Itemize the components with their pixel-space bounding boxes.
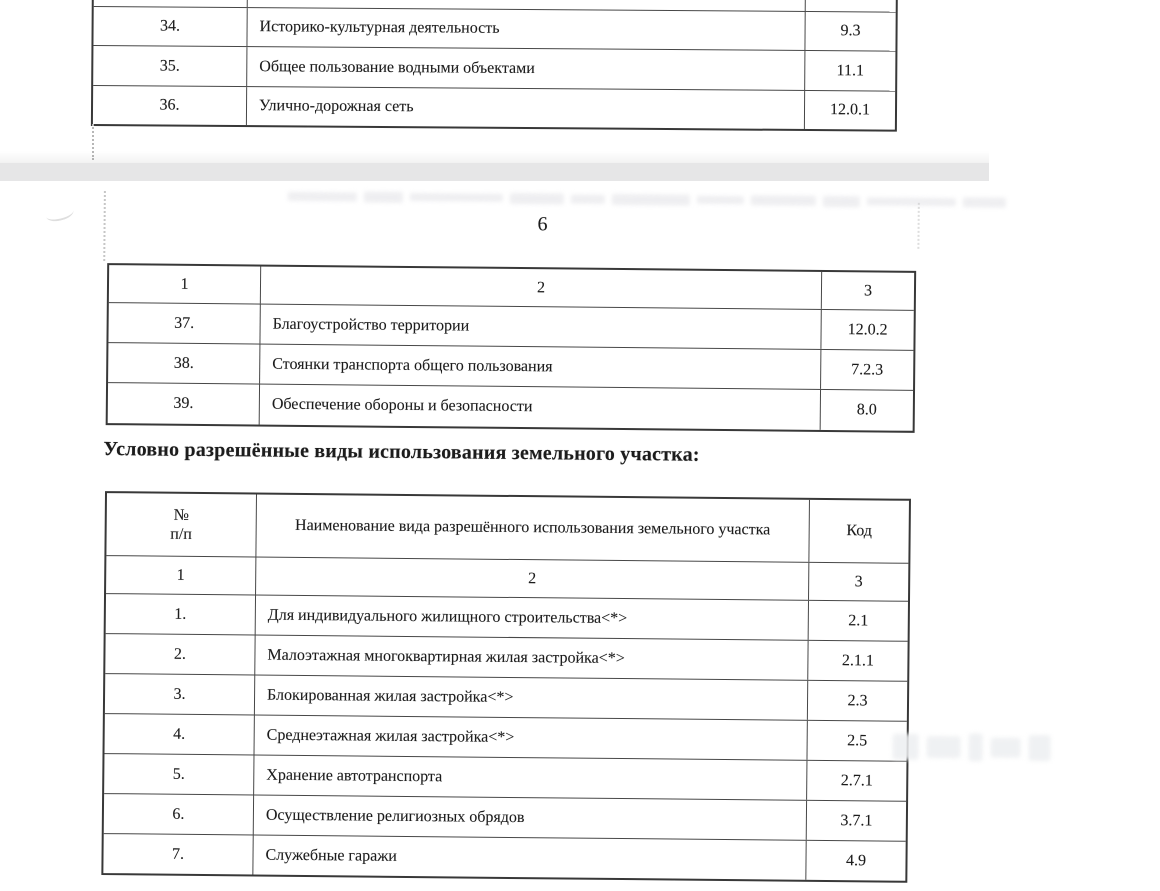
table-header-row	[106, 493, 909, 563]
table-row	[105, 633, 907, 681]
use-name-cell: Благоустройство территории	[260, 305, 821, 349]
scan-artifact-line	[103, 191, 106, 261]
header-num-line2: п/п	[170, 525, 192, 543]
code-cell: 8.0	[856, 401, 877, 419]
header-code-cell: Код	[846, 522, 873, 540]
code-cell: 2.3	[847, 692, 868, 710]
use-name-cell: Среднеэтажная жилая застройка<*>	[255, 716, 808, 760]
page-6-content	[0, 180, 1160, 891]
section-heading: Условно разрешённые виды использования земельного участка:	[103, 438, 700, 466]
scan-artifact-line	[917, 203, 919, 249]
table-row	[105, 673, 907, 721]
col-index-cell: 2	[256, 558, 809, 600]
row-number-cell: 38.	[108, 343, 260, 383]
code-cell: 12.0.2	[847, 321, 888, 339]
row-number-cell: 36.	[93, 86, 247, 125]
code-cell: 4.9	[845, 852, 867, 870]
page-6	[0, 181, 1160, 870]
page-separator	[0, 163, 989, 182]
code-cell: 12.0.1	[829, 101, 871, 119]
row-number-cell: 34.	[93, 7, 247, 46]
code-cell: 2.5	[847, 732, 868, 750]
table-row	[104, 793, 906, 841]
table-row	[93, 45, 895, 91]
table-row	[108, 342, 913, 390]
scan-artifact-mark	[44, 204, 74, 224]
header-num-line1: №	[173, 506, 190, 524]
table-row	[93, 85, 895, 130]
row-number-cell: 3.	[105, 674, 255, 714]
table-row	[105, 713, 907, 761]
page-number: 6	[537, 213, 548, 236]
row-number-cell: 5.	[104, 754, 254, 794]
code-cell: 7.2.3	[851, 361, 884, 379]
scan-smudge	[288, 189, 1006, 210]
row-number-cell: 6.	[104, 794, 254, 834]
code-cell: 2.7.1	[840, 772, 873, 790]
table-row	[104, 753, 906, 801]
watermark-artifact	[892, 725, 1102, 771]
use-name-cell: Стоянки транспорта общего пользования	[260, 345, 821, 389]
row-number-cell: 37.	[108, 303, 260, 343]
code-cell: 2.1.1	[841, 652, 875, 670]
use-name-cell: Осуществление религиозных обрядов	[254, 796, 807, 840]
use-name-cell: Для индивидуального жилищного строительства<*>	[256, 596, 809, 640]
main-table-continued	[106, 263, 917, 433]
code-cell: 9.3	[840, 22, 861, 40]
col-index-cell: 3	[854, 573, 863, 591]
code-cell: 2.1	[848, 612, 869, 630]
empty-cell	[94, 0, 248, 7]
table-row	[93, 6, 895, 51]
table-row	[108, 382, 913, 431]
col-index-cell: 2	[261, 267, 822, 309]
table-row	[103, 833, 905, 881]
use-name-cell: Служебные гаражи	[253, 836, 806, 880]
row-number-cell: 1.	[106, 594, 256, 634]
table-row	[108, 302, 913, 350]
row-number-cell: 39.	[108, 383, 260, 424]
col-index-cell: 1	[109, 265, 261, 303]
empty-cell	[806, 0, 896, 12]
code-cell: 11.1	[836, 62, 865, 80]
use-name-cell: Историко-культурная деятельность	[247, 8, 805, 50]
table-row	[106, 593, 908, 641]
row-number-cell: 35.	[93, 46, 247, 86]
col-index-cell: 3	[863, 282, 873, 300]
use-name-cell: Общее пользование водными объектами	[247, 47, 805, 90]
prev-page-table-fragment	[91, 0, 898, 132]
row-number-cell: 2.	[105, 634, 255, 674]
column-index-row	[109, 265, 914, 310]
row-number-cell: 7.	[103, 834, 253, 874]
header-num-cell	[106, 493, 257, 556]
row-number-cell: 4.	[105, 714, 255, 754]
column-index-row	[106, 555, 908, 601]
col-index-cell: 1	[106, 556, 256, 594]
use-name-cell: Обеспечение обороны и безопасности	[260, 385, 821, 430]
page-bottom-shadow	[0, 151, 989, 163]
use-name-cell: Улично-дорожная сеть	[247, 87, 805, 129]
header-name-cell: Наименование вида разрешённого использования земельного участка	[256, 495, 810, 562]
use-name-cell: Хранение автотранспорта	[254, 756, 807, 800]
code-cell: 3.7.1	[840, 812, 873, 830]
conditional-uses-table	[101, 491, 911, 883]
use-name-cell: Малоэтажная многоквартирная жилая застройка<*>	[255, 636, 808, 680]
use-name-cell: Блокированная жилая застройка<*>	[255, 676, 808, 720]
